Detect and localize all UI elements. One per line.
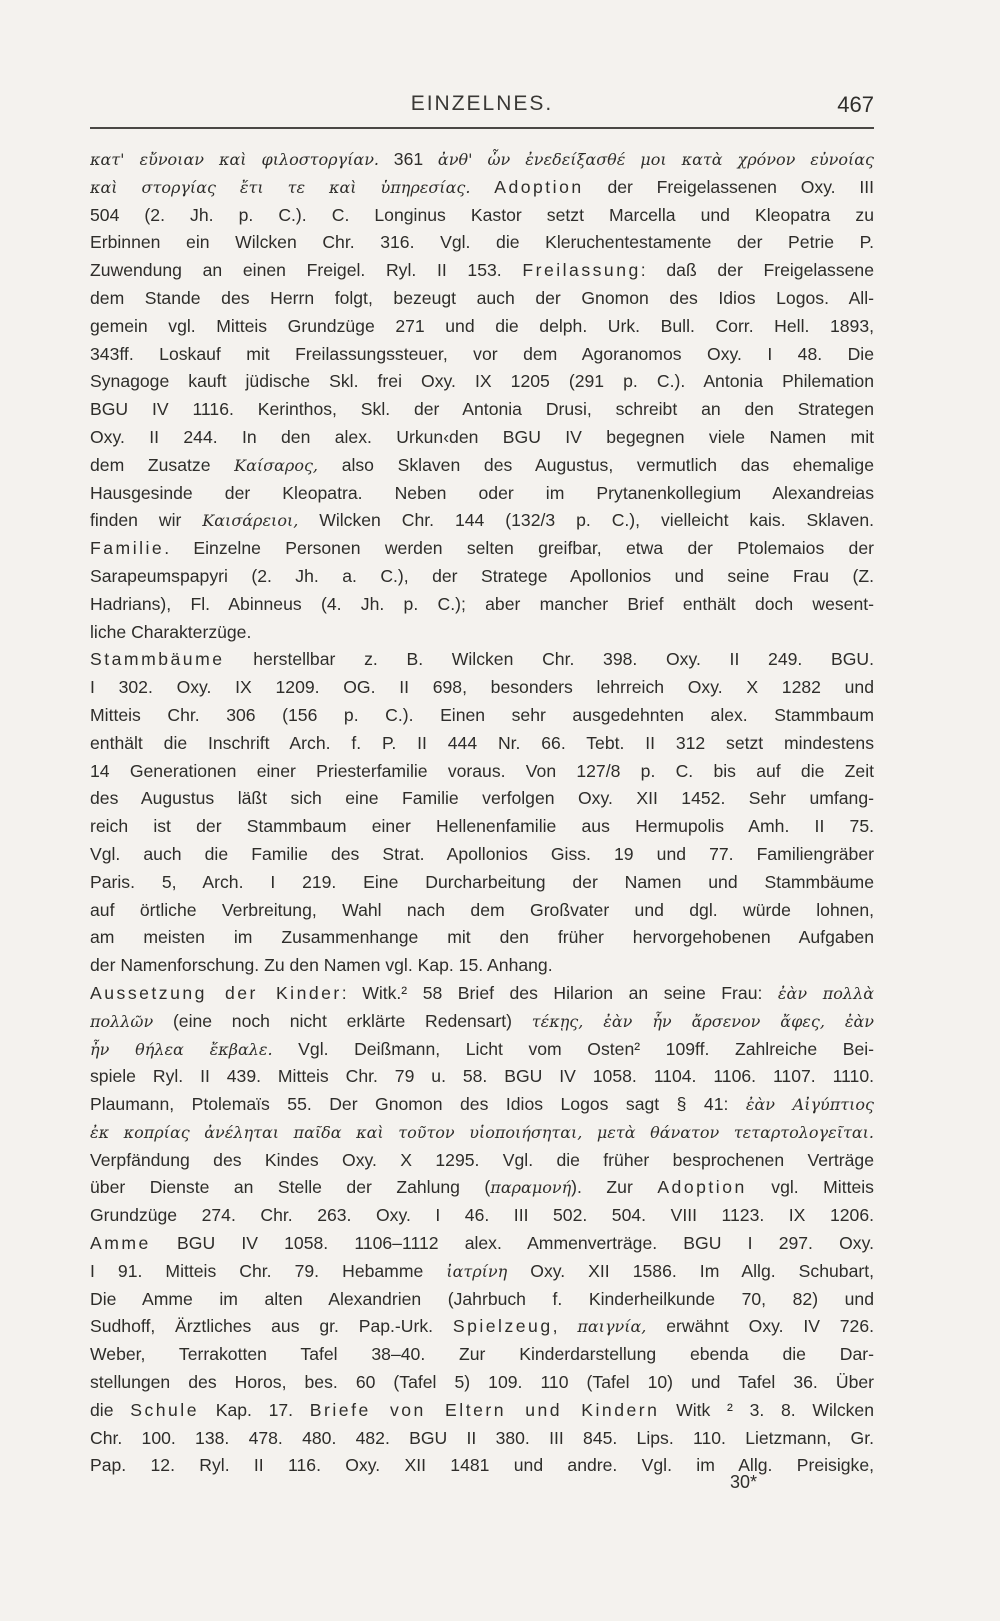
- greek-text: καὶ στοργίας ἔτι τε καὶ ὑπηρεσίας.: [90, 177, 471, 197]
- text-line: [90, 1174, 874, 1202]
- text-line: [90, 285, 874, 313]
- line-text: ). Zur: [571, 1177, 658, 1198]
- text-line: [90, 785, 874, 813]
- text-line: [90, 841, 874, 869]
- spaced-heading: Adoption: [657, 1177, 747, 1198]
- spaced-heading: Stammbäume: [90, 649, 225, 670]
- text-line: [90, 1091, 874, 1119]
- line-text: Witk ² 3. 8. Wilcken: [659, 1399, 874, 1420]
- printer-signature: 30*: [730, 1472, 758, 1492]
- text-line: [90, 646, 874, 674]
- spaced-heading: Familie: [90, 538, 165, 559]
- line-text: : daß der Freigelassene: [640, 260, 874, 281]
- line-text: (eine noch nicht erklärte Redensart): [153, 1010, 532, 1031]
- text-line: [90, 813, 874, 841]
- text-line: [90, 1425, 874, 1453]
- line-text: des Augustus läßt sich eine Familie verfolgen Oxy. XII 1452. Sehr umfang-: [90, 788, 874, 809]
- greek-text: τέκῃς, ἐὰν ἦν ἄρσενον ἄφες, ἐὰν: [531, 1011, 874, 1031]
- line-text: Vgl. Deißmann, Licht vom Osten² 109ff. Zahlreiche Bei-: [272, 1038, 874, 1059]
- line-text: enthält die Inschrift Arch. f. P. II 444 Nr. 66. Tebt. II 312 setzt mindestens: [90, 732, 874, 753]
- body-text: [90, 146, 874, 1480]
- spaced-heading: Adoption: [494, 176, 584, 197]
- text-line: [90, 229, 874, 257]
- text-line: [90, 952, 874, 980]
- line-text: der Freigelassenen Oxy. III: [583, 176, 874, 197]
- line-text: stellungen des Horos, bes. 60 (Tafel 5) 109. 110 (Tafel 10) und Tafel 36. Über: [90, 1372, 874, 1393]
- line-text: Die Amme im alten Alexandrien (Jahrbuch f. Kinderheilkunde 70, 82) und: [90, 1288, 874, 1309]
- line-text: Vgl. auch die Familie des Strat. Apollonios Giss. 19 und 77. Familiengräber: [90, 843, 874, 864]
- text-line: [90, 1036, 874, 1064]
- running-head: EINZELNES.: [410, 92, 554, 115]
- text-line: [90, 1258, 874, 1286]
- greek-text: παιγνία,: [577, 1317, 647, 1337]
- greek-text: παραμονή: [490, 1178, 572, 1198]
- line-text: Mitteis Chr. 306 (156 p. C.). Einen sehr ausgedehnten alex. Stammbaum: [90, 704, 874, 725]
- line-text: Synagoge kauft jüdische Skl. frei Oxy. IX 1205 (291 p. C.). Antonia Philemation: [90, 371, 874, 392]
- line-text: erwähnt Oxy. IV 726.: [646, 1316, 874, 1337]
- spaced-heading: Freilassung: [522, 260, 641, 281]
- line-text: 343ff. Loskauf mit Freilassungssteuer, vor dem Agoranomos Oxy. I 48. Die: [90, 343, 874, 364]
- text-line: [90, 202, 874, 230]
- text-line: [90, 591, 874, 619]
- line-text: Kap. 17.: [199, 1399, 310, 1420]
- line-text: 361: [379, 149, 438, 169]
- text-line: [90, 1230, 874, 1258]
- text-line: [90, 619, 874, 647]
- spaced-heading: Briefe von Eltern und Kindern: [309, 1399, 660, 1420]
- greek-text: Καισάρειοι,: [202, 511, 299, 531]
- text-line: [90, 507, 874, 535]
- text-line: [90, 341, 874, 369]
- line-text: dem Zusatze: [90, 454, 235, 475]
- text-line: [90, 1119, 874, 1147]
- line-text: am meisten im Zusammenhange mit den früher hervorgehobenen Aufgaben: [90, 927, 874, 948]
- text-line: [90, 674, 874, 702]
- line-text: Sarapeumspapyri (2. Jh. a. C.), der Stratege Apollonios und seine Frau (Z.: [90, 565, 874, 586]
- text-line: [90, 924, 874, 952]
- line-text: Paris. 5, Arch. I 219. Eine Durcharbeitung der Namen und Stammbäume: [90, 871, 874, 892]
- text-line: [90, 535, 874, 563]
- line-text: 504 (2. Jh. p. C.). C. Longinus Kastor setzt Marcella und Kleopatra zu: [90, 204, 874, 225]
- greek-text: κατ' εὔνοιαν καὶ φιλοστοργίαν.: [90, 150, 380, 169]
- line-text: Pap. 12. Ryl. II 116. Oxy. XII 1481 und andre. Vgl. im Allg. Preisigke,: [90, 1455, 874, 1476]
- line-text: Chr. 100. 138. 478. 480. 482. BGU II 380. III 845. Lips. 110. Lietzmann, Gr.: [90, 1427, 874, 1448]
- spaced-heading: Schule: [130, 1399, 199, 1420]
- line-text: Hausgesinde der Kleopatra. Neben oder im Prytanenkollegium Alexandreias: [90, 482, 874, 503]
- spaced-heading: Amme: [90, 1233, 151, 1254]
- line-text: gemein vgl. Mitteis Grundzüge 271 und die delph. Urk. Bull. Corr. Hell. 1893,: [90, 315, 874, 336]
- text-line: [90, 980, 874, 1008]
- line-text: Grundzüge 274. Chr. 263. Oxy. I 46. III 502. 504. VIII 1123. IX 1206.: [90, 1205, 874, 1226]
- line-text: spiele Ryl. II 439. Mitteis Chr. 79 u. 58. BGU IV 1058. 1104. 1106. 1107. 1110.: [90, 1066, 874, 1087]
- greek-text: ἰατρίνη: [446, 1261, 508, 1281]
- line-text: reich ist der Stammbaum einer Hellenenfamilie aus Hermupolis Amh. II 75.: [90, 816, 874, 837]
- text-line: [90, 1147, 874, 1175]
- line-text: Oxy. XII 1586. Im Allg. Schubart,: [507, 1260, 874, 1281]
- text-line: [90, 313, 874, 341]
- line-text: die: [90, 1399, 131, 1420]
- text-line: [90, 1313, 874, 1341]
- line-text: 14 Generationen einer Priesterfamilie voraus. Von 127/8 p. C. bis auf die Zeit: [90, 760, 874, 781]
- text-line: [90, 1286, 874, 1314]
- text-line: [90, 480, 874, 508]
- line-text: Weber, Terrakotten Tafel 38–40. Zur Kinderdarstellung ebenda die Dar-: [90, 1344, 874, 1365]
- line-text: Oxy. II 244. In den alex. Urkun‹den BGU IV begegnen viele Namen mit: [90, 426, 874, 447]
- greek-text: ἐκ κοπρίας ἀνέληται παῖδα καὶ τοῦτον υἱοποιήσηται, μετὰ θάνατον τεταρτολογεῖται.: [90, 1122, 874, 1142]
- text-line: [90, 424, 874, 452]
- text-line: [90, 1369, 874, 1397]
- line-text: Hadrians), Fl. Abinneus (4. Jh. p. C.); aber mancher Brief enthält doch wesent-: [90, 593, 874, 614]
- line-text: Erbinnen ein Wilcken Chr. 316. Vgl. die Kleruchentestamente der Petrie P.: [90, 232, 874, 253]
- greek-text: ἐὰν Αἰγύπτιος: [745, 1095, 874, 1115]
- line-text: I 91. Mitteis Chr. 79. Hebamme: [90, 1260, 447, 1281]
- text-line: [90, 563, 874, 591]
- greek-text: ἐὰν πολλὰ: [777, 983, 874, 1003]
- line-text: Wilcken Chr. 144 (132/3 p. C.), vielleicht kais. Sklaven.: [298, 510, 874, 531]
- text-line: [90, 702, 874, 730]
- line-text: I 302. Oxy. IX 1209. OG. II 698, besonders lehrreich Oxy. X 1282 und: [90, 677, 874, 698]
- header-rule: [90, 127, 874, 129]
- page-header: [90, 92, 874, 126]
- greek-text: ἦν θήλεα ἔκβαλε.: [90, 1039, 273, 1059]
- text-line: [90, 174, 874, 202]
- greek-text: Καίσαρος,: [234, 455, 319, 475]
- text-line: [90, 452, 874, 480]
- line-text: : Witk.² 58 Brief des Hilarion an seine Frau:: [341, 982, 778, 1003]
- line-text: also Sklaven des Augustus, vermutlich das ehemalige: [318, 454, 874, 475]
- text-line: [90, 1008, 874, 1036]
- line-text: Plaumann, Ptolemaïs 55. Der Gnomon des Idios Logos sagt § 41:: [90, 1094, 746, 1115]
- text-line: [90, 368, 874, 396]
- text-line: [90, 146, 874, 174]
- line-text: BGU IV 1058. 1106–1112 alex. Ammenverträge. BGU I 297. Oxy.: [150, 1233, 874, 1254]
- text-line: [90, 1063, 874, 1091]
- greek-text: πολλῶν: [90, 1011, 154, 1031]
- text-line: [90, 869, 874, 897]
- text-line: [90, 730, 874, 758]
- line-text: . Einzelne Personen werden selten greifbar, etwa der Ptolemaios der: [164, 538, 874, 559]
- spaced-heading: Spielzeug: [452, 1316, 553, 1337]
- line-text: [470, 177, 494, 197]
- line-text: der Namenforschung. Zu den Namen vgl. Kap. 15. Anhang.: [90, 955, 553, 976]
- line-text: herstellbar z. B. Wilcken Chr. 398. Oxy. II 249. BGU.: [224, 649, 874, 670]
- line-text: Sudhoff, Ärztliches aus gr. Pap.-Urk.: [90, 1316, 453, 1337]
- line-text: finden wir: [90, 510, 203, 531]
- line-text: über Dienste an Stelle der Zahlung (: [90, 1177, 491, 1198]
- text-line: [90, 1341, 874, 1369]
- text-line: [90, 897, 874, 925]
- text-line: [90, 1202, 874, 1230]
- page-number: 467: [837, 92, 874, 117]
- text-line: [90, 758, 874, 786]
- line-text: dem Stande des Herrn folgt, bezeugt auch der Gnomon des Idios Logos. All-: [90, 287, 874, 308]
- line-text: liche Charakterzüge.: [90, 621, 252, 642]
- line-text: auf örtliche Verbreitung, Wahl nach dem Großvater und dgl. würde lohnen,: [90, 899, 874, 920]
- line-text: BGU IV 1116. Kerinthos, Skl. der Antonia Drusi, schreibt an den Strategen: [90, 399, 874, 420]
- line-text: Verpfändung des Kindes Oxy. X 1295. Vgl. die früher besprochenen Verträge: [90, 1149, 874, 1170]
- line-text: Zuwendung an einen Freigel. Ryl. II 153.: [90, 260, 523, 281]
- line-text: ,: [552, 1316, 578, 1337]
- text-line: [90, 257, 874, 285]
- text-line: [90, 1397, 874, 1425]
- spaced-heading: Aussetzung der Kinder: [90, 982, 342, 1003]
- line-text: vgl. Mitteis: [746, 1177, 874, 1198]
- text-line: [90, 396, 874, 424]
- greek-text: ἀνθ' ὧν ἐνεδείξασθέ μοι κατὰ χρόνον εὐνοίας: [437, 150, 874, 169]
